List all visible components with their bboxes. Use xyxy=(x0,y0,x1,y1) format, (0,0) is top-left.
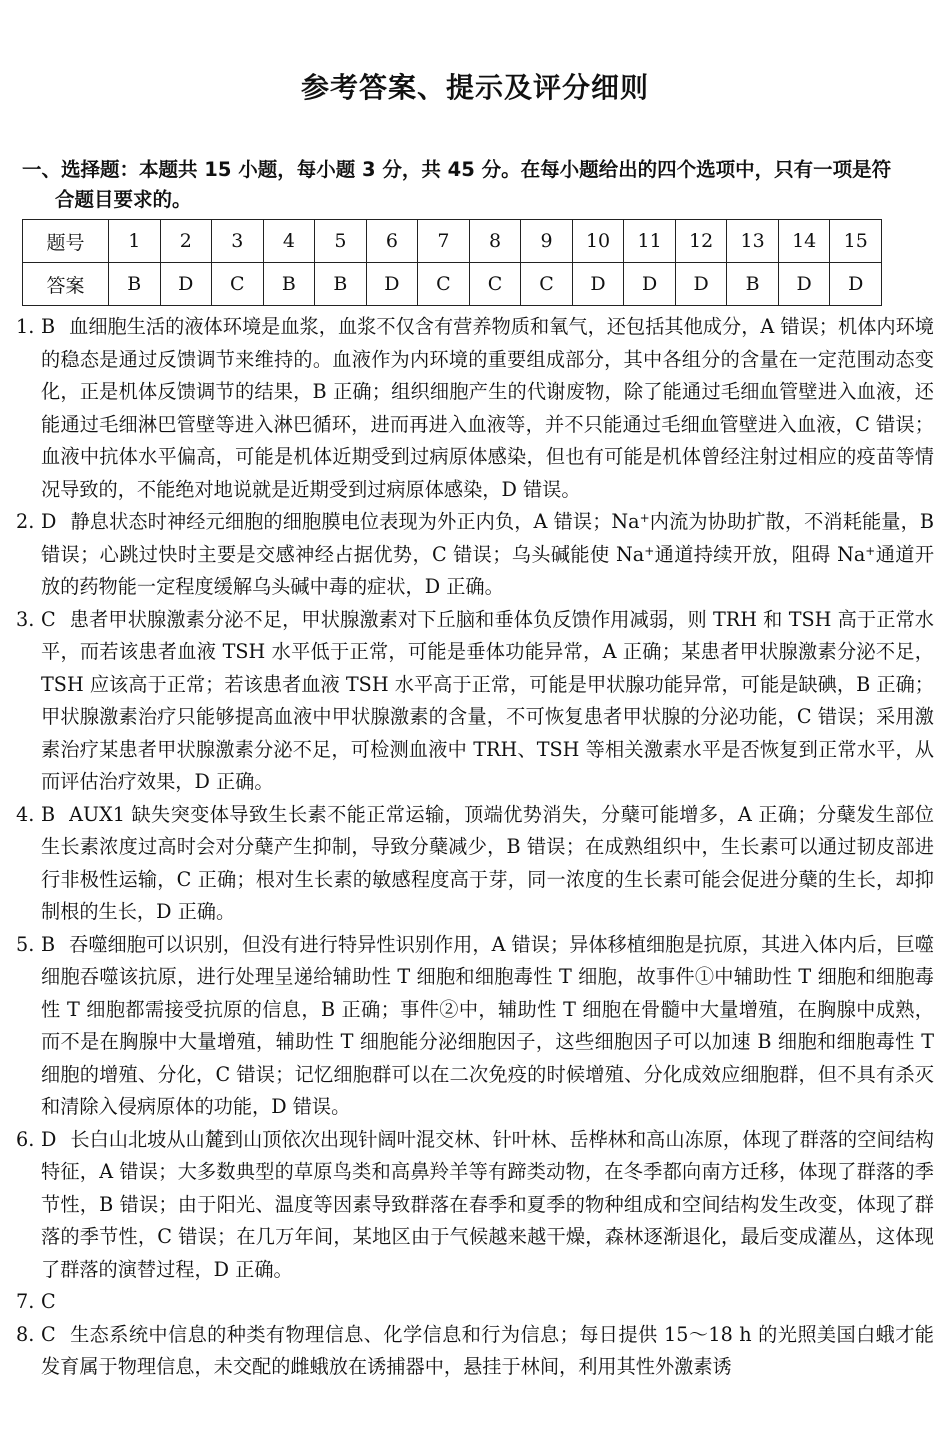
item-text-part-1: 静息状态时神经元细胞的细胞膜电位表现为外正内负，A 错误；Na xyxy=(70,510,640,533)
item-text-part-3: 通道持续开放，阻碍 Na xyxy=(654,542,866,566)
question-number-cell: 4 xyxy=(263,220,315,263)
answer-cell: B xyxy=(727,263,779,306)
item-number: 4. xyxy=(16,802,35,826)
answer-cell: B xyxy=(109,263,161,306)
question-number-cell: 11 xyxy=(624,220,676,263)
question-number-cell: 9 xyxy=(521,220,573,263)
superscript-plus: + xyxy=(865,543,876,558)
item-number: 8. xyxy=(16,1322,35,1346)
item-text: 生态系统中信息的种类有物理信息、化学信息和行为信息；每日提供 15～18 h 的光照美国白蛾才能发育属于物理信息，未交配的雌蛾放在诱捕器中，悬挂于林间，利用其性外激素诱 xyxy=(41,1322,934,1378)
question-number-cell: 5 xyxy=(315,220,367,263)
explanation-list xyxy=(16,311,934,1384)
explanation-item-4 xyxy=(16,799,934,929)
question-number-cell: 3 xyxy=(212,220,264,263)
item-answer: C xyxy=(41,607,56,631)
answer-table xyxy=(22,219,882,306)
item-text-part-2: 内流为协助扩散，不消耗能量，B 错误；心跳过快时主要是交感神经占据优势，C 错误；乌头碱能使 Na xyxy=(41,510,934,566)
item-number: 1. xyxy=(16,315,35,338)
answer-cell: B xyxy=(263,263,315,306)
answer-cell: D xyxy=(778,263,830,306)
question-number-cell: 1 xyxy=(109,220,161,263)
answer-cell: D xyxy=(160,263,212,306)
question-number-cell: 2 xyxy=(160,220,212,263)
item-text: 血细胞生活的液体环境是血浆，血浆不仅含有营养物质和氧气，还包括其他成分，A 错误；机体内环境的稳态是通过反馈调节来维持的。血液作为内环境的重要组成部分，其中各组分的含量在一定范围动态变化，正是机体反馈调节的结果，B 正确；组织细胞产生的代谢废物，除了能通过毛细血管壁进入血液，还能通过毛细淋巴管壁等进入淋巴循环，进而再进入血液等，并不只能通过毛细血管壁进入血液，C 错误；血液中抗体水平偏高，可能是机体近期受到过病原体感染，但也有可能是机体曾经注射过相应的疫苗等情况导致的，不能绝对地说就是近期受到过病原体感染，D 错误。 xyxy=(41,315,934,501)
answer-cell: C xyxy=(521,263,573,306)
explanation-item-1 xyxy=(16,311,934,506)
superscript-plus: + xyxy=(644,543,655,558)
item-answer: B xyxy=(41,802,56,826)
answer-cell: C xyxy=(212,263,264,306)
explanation-item-5 xyxy=(16,929,934,1124)
answer-cell: D xyxy=(675,263,727,306)
item-answer: C xyxy=(41,1322,56,1346)
answer-row xyxy=(23,263,882,306)
answer-cell: C xyxy=(469,263,521,306)
section-heading-line-2: 合题目要求的。 xyxy=(55,188,192,211)
question-number-cell: 10 xyxy=(572,220,624,263)
question-number-cell: 8 xyxy=(469,220,521,263)
question-number-cell: 15 xyxy=(830,220,882,263)
item-answer: D xyxy=(41,510,57,533)
explanation-item-3 xyxy=(16,604,934,799)
item-text-part-4: 通道开放的药物能一定程度缓解乌头碱中毒的症状，D 正确。 xyxy=(41,542,935,598)
question-number-row xyxy=(23,220,882,263)
question-number-cell: 14 xyxy=(778,220,830,263)
answer-cell: C xyxy=(418,263,470,306)
page-title: 参考答案、提示及评分细则 xyxy=(300,71,649,104)
item-text: 患者甲状腺激素分泌不足，甲状腺激素对下丘脑和垂体负反馈作用减弱，则 TRH 和 TSH 高于正常水平，而若该患者血液 TSH 水平低于正常，可能是垂体功能异常，A 正确；某患者甲状腺激素分泌不足，TSH 应该高于正常；若该患者血液 TSH 水平高于正常，可能是甲状腺功能异常，可能是缺碘，B 正确；甲状腺激素治疗只能够提高血液中甲状腺激素的含量，不可恢复患者甲状腺的分泌功能，C 错误；采用激素治疗某患者甲状腺激素分泌不足，可检测血液中 TRH、TSH 等相关激素水平是否恢复到正常水平，从而评估治疗效果，D 正确。 xyxy=(41,607,934,793)
explanation-item-6 xyxy=(16,1124,934,1287)
answer-cell: D xyxy=(624,263,676,306)
question-number-cell: 13 xyxy=(727,220,779,263)
question-number-cell: 12 xyxy=(675,220,727,263)
answer-cell: D xyxy=(572,263,624,306)
section-heading-line-1: 一、选择题：本题共 15 小题，每小题 3 分，共 45 分。在每小题给出的四个选项中，只有一项是符 xyxy=(22,158,892,181)
answer-cell: D xyxy=(366,263,418,306)
explanation-item-2 xyxy=(16,506,934,604)
item-answer: D xyxy=(41,1127,57,1151)
item-text: 长白山北坡从山麓到山顶依次出现针阔叶混交林、针叶林、岳桦林和高山冻原，体现了群落的空间结构特征，A 错误；大多数典型的草原鸟类和高鼻羚羊等有蹄类动物，在冬季都向南方迁移，体现了群落的季节性，B 错误；由于阳光、温度等因素导致群落在春季和夏季的物种组成和空间结构发生改变，体现了群落的季节性，C 错误；在几万年间，某地区由于气候越来越干燥，森林逐渐退化，最后变成灌丛，这体现了群落的演替过程，D 正确。 xyxy=(41,1127,934,1281)
item-number: 3. xyxy=(16,607,35,631)
item-number: 7. xyxy=(16,1290,35,1313)
superscript-plus: + xyxy=(639,511,650,525)
item-answer: B xyxy=(41,932,56,956)
item-text: AUX1 缺失突变体导致生长素不能正常运输，顶端优势消失，分蘖可能增多，A 正确；分蘖发生部位生长素浓度过高时会对分蘖产生抑制，导致分蘖减少，B 错误；在成熟组织中，生长素可以通过韧皮部进行非极性运输，C 正确；根对生长素的敏感程度高于芽，同一浓度的生长素可能会促进分蘖的生长，却抑制根的生长，D 正确。 xyxy=(41,802,934,923)
item-answer: C xyxy=(41,1290,56,1313)
item-text: 吞噬细胞可以识别，但没有进行特异性识别作用，A 错误；异体移植细胞是抗原，其进入体内后，巨噬细胞吞噬该抗原，进行处理呈递给辅助性 T 细胞和细胞毒性 T 细胞，故事件①中辅助性 T 细胞和细胞毒性 T 细胞都需接受抗原的信息，B 正确；事件②中，辅助性 T 细胞在骨髓中大量增殖，在胸腺中成熟，而不是在胸腺中大量增殖，辅助性 T 细胞能分泌细胞因子，这些细胞因子可以加速 B 细胞和细胞毒性 T 细胞的增殖、分化，C 错误；记忆细胞群可以在二次免疫的时候增殖、分化成效应细胞群，但不具有杀灭和清除入侵病原体的功能，D 错误。 xyxy=(41,932,934,1118)
row-header-answer: 答案 xyxy=(23,263,109,306)
explanation-item-7 xyxy=(16,1286,934,1319)
question-number-cell: 6 xyxy=(366,220,418,263)
item-number: 6. xyxy=(16,1127,35,1151)
explanation-item-8 xyxy=(16,1319,934,1384)
item-number: 5. xyxy=(16,932,35,956)
section-heading xyxy=(22,155,934,215)
item-answer: B xyxy=(41,315,56,338)
question-number-cell: 7 xyxy=(418,220,470,263)
row-header-number: 题号 xyxy=(23,220,109,263)
answer-cell: B xyxy=(315,263,367,306)
answer-cell: D xyxy=(830,263,882,306)
item-number: 2. xyxy=(16,510,35,533)
